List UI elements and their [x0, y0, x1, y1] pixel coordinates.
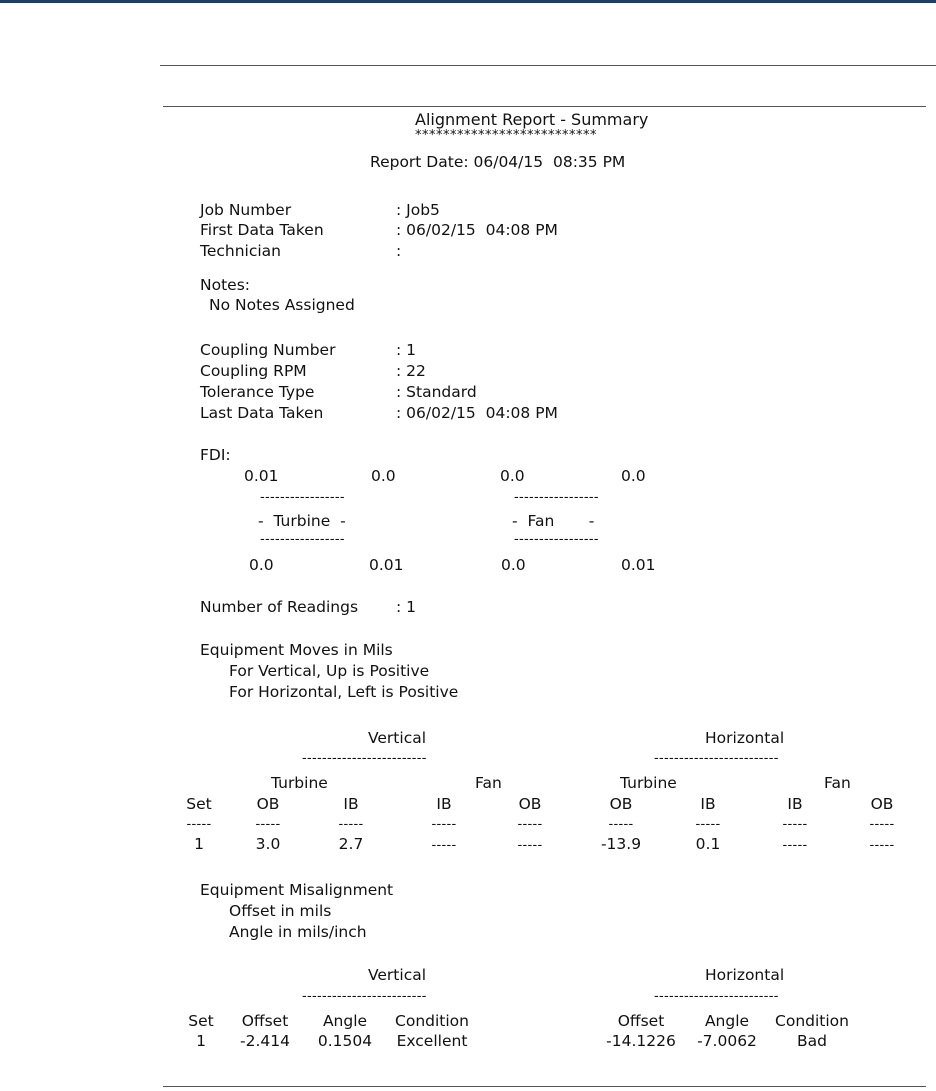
moves-dash-8: -----	[869, 817, 895, 832]
misalignment-col-set: Set	[188, 1012, 214, 1030]
moves-dash-1: -----	[255, 817, 281, 832]
coupling-rpm-value: : 22	[396, 362, 426, 380]
moves-dash-3: -----	[431, 817, 457, 832]
fdi-turbine-bottom-left: 0.0	[249, 556, 274, 574]
moves-dash-set: -----	[186, 817, 212, 832]
moves-vertical-fan: Fan	[475, 774, 502, 792]
misalignment-row-set: 1	[196, 1032, 206, 1050]
moves-col-v-turbine-ob: OB	[256, 795, 280, 813]
misalignment-line-angle: Angle in mils/inch	[229, 923, 367, 941]
fdi-turbine-top-left: 0.01	[244, 467, 279, 485]
moves-horizontal-fan: Fan	[824, 774, 851, 792]
moves-vertical-turbine: Turbine	[271, 774, 328, 792]
report-bottom-border	[163, 1086, 926, 1087]
moves-line-vertical: For Vertical, Up is Positive	[229, 662, 430, 680]
moves-vertical-label: Vertical	[368, 729, 427, 747]
report-title: Alignment Report - Summary	[415, 110, 649, 129]
fdi-turbine-top-right: 0.0	[371, 467, 396, 485]
misalignment-vertical-dash: -------------------------	[302, 989, 427, 1004]
last-data-label: Last Data Taken	[200, 404, 324, 422]
last-data-value: : 06/02/15 04:08 PM	[396, 404, 558, 422]
report-date: Report Date: 06/04/15 08:35 PM	[370, 153, 626, 171]
misalignment-heading: Equipment Misalignment	[200, 881, 394, 899]
moves-col-h-turbine-ob: OB	[609, 795, 633, 813]
coupling-number-value: : 1	[396, 341, 417, 359]
first-data-value: : 06/02/15 04:08 PM	[396, 221, 558, 239]
misalignment-row-h-offset: -14.1226	[606, 1032, 676, 1050]
moves-horizontal-dash: -------------------------	[654, 751, 779, 766]
moves-col-v-fan-ob: OB	[518, 795, 542, 813]
moves-col-h-turbine-ib: IB	[700, 795, 716, 813]
tolerance-type-value: : Standard	[396, 383, 477, 401]
misalignment-row-v-angle: 0.1504	[317, 1032, 373, 1050]
moves-col-set: Set	[186, 795, 212, 813]
job-number-value: : Job5	[396, 201, 440, 219]
header-rule	[160, 65, 936, 66]
moves-vertical-dash: -------------------------	[302, 751, 427, 766]
coupling-rpm-label: Coupling RPM	[200, 362, 307, 380]
misalignment-col-v-angle: Angle	[322, 1012, 368, 1030]
fdi-fan-dash-bottom: -----------------	[514, 532, 599, 547]
report-top-border	[163, 106, 926, 107]
notes-label: Notes:	[200, 276, 250, 294]
moves-horizontal-label: Horizontal	[705, 729, 785, 747]
misalignment-col-v-offset: Offset	[241, 1012, 289, 1030]
fdi-turbine-label: - Turbine -	[258, 512, 346, 530]
moves-col-v-fan-ib: IB	[436, 795, 452, 813]
readings-value: : 1	[396, 598, 417, 616]
first-data-label: First Data Taken	[200, 221, 324, 239]
moves-dash-2: -----	[338, 817, 364, 832]
fdi-turbine-bottom-right: 0.01	[369, 556, 404, 574]
misalignment-row-h-condition: Bad	[797, 1032, 827, 1050]
misalignment-horizontal-dash: -------------------------	[654, 989, 779, 1004]
moves-row-v-fan-ib: -----	[431, 838, 457, 853]
misalignment-col-h-angle: Angle	[704, 1012, 750, 1030]
title-stars: **************************	[415, 128, 597, 143]
fdi-fan-label: - Fan -	[512, 512, 595, 530]
fdi-fan-top-right: 0.0	[621, 467, 646, 485]
moves-col-h-fan-ib: IB	[787, 795, 803, 813]
moves-col-h-fan-ob: OB	[870, 795, 894, 813]
moves-row-h-fan-ob: -----	[869, 838, 895, 853]
readings-label: Number of Readings	[200, 598, 359, 616]
misalignment-row-v-offset: -2.414	[240, 1032, 290, 1050]
fdi-fan-bottom-right: 0.01	[621, 556, 656, 574]
misalignment-line-offset: Offset in mils	[229, 902, 332, 920]
moves-row-v-turbine-ib: 2.7	[338, 835, 364, 853]
moves-row-set: 1	[194, 835, 204, 853]
moves-horizontal-turbine: Turbine	[620, 774, 677, 792]
moves-heading: Equipment Moves in Mils	[200, 641, 393, 659]
moves-dash-5: -----	[608, 817, 634, 832]
moves-line-horizontal: For Horizontal, Left is Positive	[229, 683, 459, 701]
misalignment-col-h-offset: Offset	[617, 1012, 665, 1030]
misalignment-vertical-label: Vertical	[368, 966, 427, 984]
moves-row-h-turbine-ib: 0.1	[695, 835, 721, 853]
fdi-turbine-dash-bottom: -----------------	[260, 532, 345, 547]
coupling-number-label: Coupling Number	[200, 341, 336, 359]
misalignment-row-v-condition: Excellent	[396, 1032, 468, 1050]
moves-dash-7: -----	[782, 817, 808, 832]
misalignment-row-h-angle: -7.0062	[697, 1032, 757, 1050]
job-number-label: Job Number	[200, 201, 292, 219]
moves-dash-4: -----	[517, 817, 543, 832]
technician-label: Technician	[200, 242, 281, 260]
top-accent-bar	[0, 0, 936, 3]
fdi-fan-dash-top: -----------------	[514, 490, 599, 505]
fdi-fan-top-left: 0.0	[500, 467, 525, 485]
moves-row-h-fan-ib: -----	[782, 838, 808, 853]
moves-col-v-turbine-ib: IB	[343, 795, 359, 813]
tolerance-type-label: Tolerance Type	[200, 383, 315, 401]
moves-row-v-fan-ob: -----	[517, 838, 543, 853]
technician-value: :	[396, 242, 402, 260]
notes-text: No Notes Assigned	[209, 296, 355, 314]
misalignment-col-v-condition: Condition	[395, 1012, 469, 1030]
fdi-label: FDI:	[200, 446, 231, 464]
moves-row-h-turbine-ob: -13.9	[600, 835, 642, 853]
moves-row-v-turbine-ob: 3.0	[255, 835, 281, 853]
fdi-fan-bottom-left: 0.0	[501, 556, 526, 574]
misalignment-col-h-condition: Condition	[775, 1012, 849, 1030]
misalignment-horizontal-label: Horizontal	[705, 966, 785, 984]
fdi-turbine-dash-top: -----------------	[260, 490, 345, 505]
moves-dash-6: -----	[695, 817, 721, 832]
